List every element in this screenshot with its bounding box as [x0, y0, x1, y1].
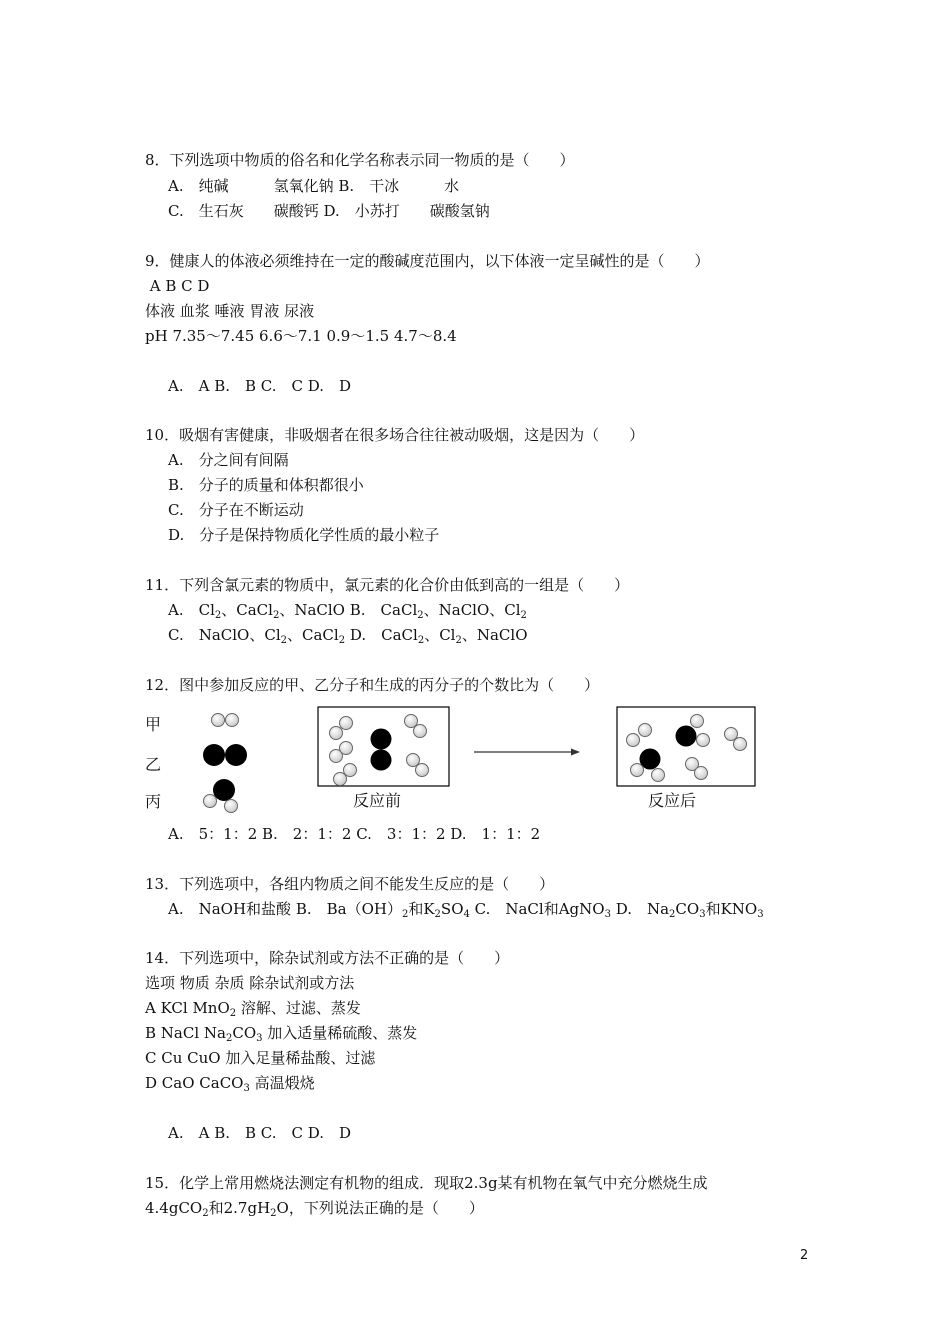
page-number: 2 — [800, 1248, 809, 1263]
question-12-options: A. 5：1：2 B. 2：1：2 C. 3：1：2 D. 1：1：2 — [168, 825, 541, 843]
question-14-stem: 14．下列选项中，除杂试剂或方法不正确的是（ ） — [145, 949, 510, 967]
question-15-stem-line2: 4.4gCO$_2$和$2.7gH_2O$，下列说法正确的是（ ） — [145, 1199, 484, 1219]
molecule-jia-legend — [212, 714, 239, 727]
question-9-stem: 9．健康人的体液必须维持在一定的酸碱度范围内，以下体液一定呈碱性的是（ ） — [145, 252, 710, 270]
question-13-options: A. NaOH和盐酸 B. $Ba(OH)_2$和$K_2SO_4$ C. NaCl和AgNO$_3$ D. $Na_2CO_3$和$KNO_3$ — [168, 900, 764, 920]
question-10-option-c: C. 分子在不断运动 — [168, 501, 304, 519]
label-before-reaction: 反应前 — [353, 791, 402, 810]
before-molecules — [330, 715, 429, 786]
question-15-stem-line1: 15．化学上常用燃烧法测定有机物的组成．现取2.3g某有机物在氧气中充分燃烧生成 — [145, 1174, 708, 1192]
label-bing: 丙 — [145, 792, 162, 811]
question-13-stem: 13．下列选项中，各组内物质之间不能发生反应的是（ ） — [145, 875, 555, 893]
label-jia: 甲 — [145, 715, 162, 734]
question-8-stem: 8．下列选项中物质的俗名和化学名称表示同一物质的是（ ） — [145, 151, 575, 169]
question-11-options-row1: A. $Cl_2$、CaCl$_2$、NaClO B. CaCl$_2$、NaClO、$Cl_2$ — [168, 601, 527, 621]
question-14-row-d: D CaO CaCO$_3$ 高温煅烧 — [145, 1074, 315, 1094]
label-yi: 乙 — [145, 755, 162, 774]
question-14-row-a: A KCl MnO$_2$ 溶解、过滤、蒸发 — [145, 999, 361, 1019]
question-11-stem: 11．下列含氯元素的物质中，氯元素的化合价由低到高的一组是（ ） — [145, 576, 630, 594]
molecule-yi-legend — [203, 744, 247, 766]
question-9-table-header: A B C D — [145, 277, 210, 295]
question-12-stem: 12．图中参加反应的甲、乙分子和生成的丙分子的个数比为（ ） — [145, 676, 600, 694]
question-10-option-b: B. 分子的质量和体积都很小 — [168, 476, 364, 494]
label-after-reaction: 反应后 — [648, 791, 697, 810]
question-10-option-d: D. 分子是保持物质化学性质的最小粒子 — [168, 526, 440, 544]
after-molecules — [627, 715, 747, 782]
question-14-row-b: B NaCl $Na_2CO_3$ 加入适量稀硫酸、蒸发 — [145, 1024, 418, 1044]
question-14-table-header: 选项 物质 杂质 除杂试剂或方法 — [145, 974, 355, 992]
question-14-options: A. A B. B C. C D. D — [168, 1124, 352, 1142]
question-11-options-row2: C. NaClO、$Cl_2$、CaCl$_2$ D. CaCl$_2$、$Cl_2$、NaClO — [168, 626, 528, 646]
question-9-table-row-ph: pH 7.35～7.45 6.6～7.1 0.9～1.5 4.7～8.4 — [145, 327, 457, 345]
reaction-arrow — [474, 749, 580, 756]
question-10-stem: 10．吸烟有害健康，非吸烟者在很多场合往往被动吸烟，这是因为（ ） — [145, 426, 645, 444]
question-9-options: A. A B. B C. C D. D — [168, 377, 352, 395]
question-9-table-row-fluid: 体液 血浆 唾液 胃液 尿液 — [145, 302, 315, 320]
question-8-options-row2: C. 生石灰 碳酸钙 D. 小苏打 碳酸氢钠 — [168, 202, 490, 220]
question-10-option-a: A. 分之间有间隔 — [168, 451, 289, 469]
question-14-row-c: C Cu CuO 加入足量稀盐酸、过滤 — [145, 1049, 376, 1067]
molecule-bing-legend — [204, 779, 238, 813]
question-8-options-row1: A. 纯碱 氢氧化钠 B. 干冰 水 — [168, 177, 460, 195]
